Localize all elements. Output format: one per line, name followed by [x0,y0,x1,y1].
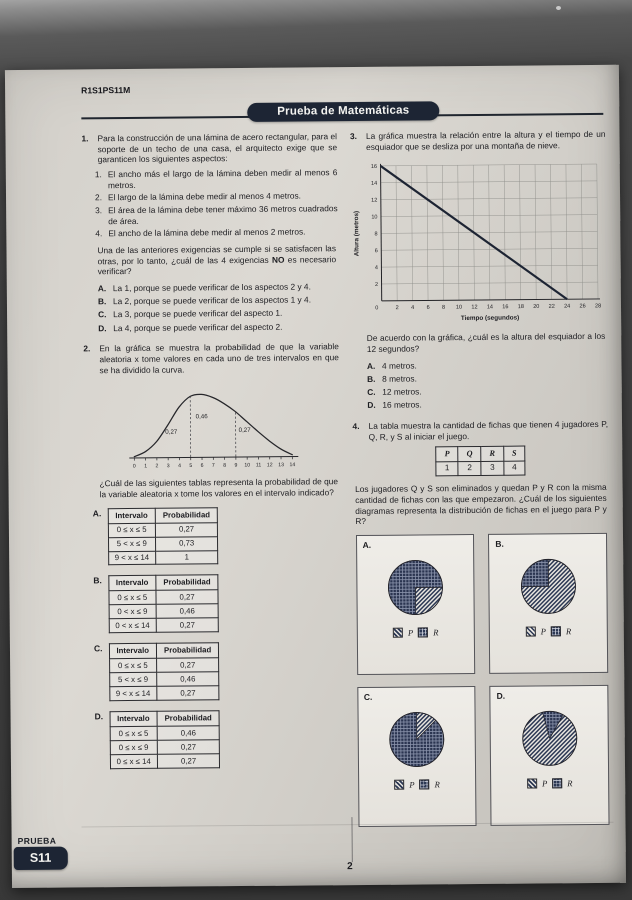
player-header: Q [458,447,481,462]
svg-text:6: 6 [374,248,378,255]
svg-text:4: 4 [410,305,414,312]
player-header: R [481,446,504,461]
player-header: S [503,446,525,461]
table-row [108,522,218,537]
question-prompt: De acuerdo con la gráfica, ¿cuál es la altura del esquiador a los 12 segundos? [366,331,606,354]
probability-table [109,710,220,769]
right-column [350,129,612,827]
question-intro: En la gráfica se muestra la probabilidad de que la variable aleatoria x tome valores en cada uno de tres intervalos en que se ha dividido la curva. [99,341,339,375]
table-row [108,590,218,605]
legend-swatch-p-icon [393,628,403,638]
table-row [110,740,220,755]
question-4 [352,419,611,827]
aspect-text: El ancho más el largo de la lámina deben medir al menos 6 metros. [107,167,338,190]
option-label: D. [98,322,107,333]
option-label: A. [362,539,372,550]
option-row [98,308,339,321]
two-column-layout [81,129,611,829]
interval-cell: 0 < x ≤ 14 [109,619,157,633]
pie-chart-a [373,553,458,624]
question-number: 4. [352,420,360,431]
svg-text:0,27: 0,27 [165,428,178,437]
option-row [367,359,608,372]
option-text: 16 metros. [382,399,422,411]
legend-swatch-p-icon [394,780,404,790]
probability-cell: 0,27 [155,522,217,537]
aspect-item [95,203,338,226]
option-label: B. [495,538,504,549]
players-chips-table [435,446,525,477]
aspect-item [95,227,338,240]
svg-text:10: 10 [244,462,250,469]
question-number: 2. [83,343,91,354]
legend-label-p: P [407,627,414,638]
option-label: B. [367,373,376,384]
option-row [98,294,339,307]
svg-text:8: 8 [374,231,378,238]
pie-option-c [357,686,477,827]
question-2-head [83,341,339,375]
player-header: P [436,447,458,462]
option-text: 12 metros. [382,386,422,397]
option-row [98,281,339,294]
svg-text:0,46: 0,46 [195,413,208,421]
interval-cell: 0 < x ≤ 9 [109,605,157,619]
aspect-number: 2. [94,192,103,203]
probability-table [108,643,219,702]
page-title: Prueba de Matemáticas [247,101,439,122]
col-header-probabilidad: Probabilidad [155,507,217,523]
svg-text:10: 10 [455,304,462,311]
svg-text:6: 6 [426,305,430,312]
aspect-list [95,167,338,239]
probability-cell: 0,46 [156,604,218,619]
interval-cell: 5 < x ≤ 9 [108,537,156,551]
svg-text:Altura (metros): Altura (metros) [352,211,361,257]
svg-text:22: 22 [548,304,555,311]
svg-text:13: 13 [277,462,284,469]
probability-table [108,575,219,634]
svg-text:10: 10 [370,214,378,221]
chips-cell: 3 [481,461,504,476]
legend-label-p: P [540,626,546,637]
pie-legend [363,627,468,639]
legend-label-p: P [409,779,415,790]
table-row [108,550,218,565]
question-1-head [81,131,337,165]
interval-cell: 9 < x ≤ 14 [108,551,156,565]
interval-cell: 9 < x ≤ 14 [109,687,157,701]
svg-text:14: 14 [486,304,493,311]
interval-cell: 0 ≤ x ≤ 14 [110,754,158,768]
answer-table-d [95,709,343,769]
col-header-probabilidad: Probabilidad [156,643,218,659]
option-label: C. [363,691,373,702]
pie-chart-d [507,704,592,775]
aspect-text: El largo de la lámina debe medir al menos 4 metros. [107,190,302,203]
aspect-text: El ancho de la lámina debe medir al menos 2 metros. [108,226,306,239]
dust-speck [556,6,561,10]
form-code: R1S1PS11M [81,84,131,96]
test-paper [5,65,626,888]
prueba-label: PRUEBA [17,835,57,847]
pie-legend [365,779,470,791]
probability-cell: 0,27 [156,590,218,605]
emphasis-no: NO [271,254,285,265]
svg-text:20: 20 [532,304,539,311]
probability-cell: 0,27 [157,754,219,769]
svg-text:4: 4 [177,463,181,470]
option-label: D. [367,400,376,411]
question-number: 3. [349,131,358,142]
option-label: A. [366,360,376,371]
svg-text:0: 0 [132,463,136,470]
table-row [109,658,219,673]
pie-legend [497,778,602,790]
option-label: A. [97,283,107,294]
pie-chart-c [374,705,459,776]
interval-cell: 0 ≤ x ≤ 5 [110,726,158,740]
probability-cell: 0,27 [157,686,219,701]
question-3 [350,129,608,411]
option-text: La 2, porque se puede verificar de los aspectos 1 y 4. [112,294,312,307]
col-header-intervalo: Intervalo [109,644,157,659]
title-row [81,100,605,126]
option-row [367,372,608,385]
interval-cell: 0 ≤ x ≤ 9 [110,740,158,754]
probability-table [107,507,218,566]
option-row [367,385,608,398]
svg-text:11: 11 [255,462,261,469]
interval-cell: 0 ≤ x ≤ 5 [109,659,157,673]
svg-text:9: 9 [234,462,238,469]
col-header-intervalo: Intervalo [108,508,156,523]
answer-options [86,281,339,333]
svg-text:24: 24 [563,303,570,311]
aspect-number: 1. [94,169,102,180]
table-row [109,618,219,633]
option-label: D. [94,711,104,722]
svg-text:8: 8 [441,305,445,312]
question-prompt: ¿Cuál de las siguientes tablas representa la probabilidad de que la variable aleatoria x tome los valores en el intervalo indicado? [99,476,339,500]
col-header-probabilidad: Probabilidad [156,575,218,591]
option-label: B. [97,296,107,307]
chips-cell: 1 [436,461,458,476]
option-row [98,321,339,334]
svg-text:1: 1 [143,463,147,470]
answer-table-b [93,574,341,634]
option-label: C. [98,309,107,320]
svg-text:2: 2 [395,305,399,312]
page-number: 2 [347,861,353,873]
aspect-item [95,191,338,204]
svg-text:8: 8 [222,462,226,469]
left-column [81,131,343,829]
legend-label-r: R [433,627,439,638]
probability-curve-figure [120,378,303,473]
table-row [109,604,219,619]
table-row [110,754,220,769]
question-1 [81,131,338,333]
interval-cell: 0 ≤ x ≤ 5 [108,523,156,537]
legend-label-r: R [565,625,572,636]
option-text: 4 metros. [381,360,417,371]
question-number: 1. [81,133,89,144]
interval-cell: 5 < x ≤ 9 [109,673,157,687]
col-header-intervalo: Intervalo [110,712,158,727]
svg-text:12: 12 [266,462,273,469]
pie-answer-options [355,533,609,827]
question-prompt: Los jugadores Q y S son eliminados y quedan P y R con la misma cantidad de fichas con las que empezaron. ¿Cuál de los siguientes diagramas representa la distribución de fichas en el juego para P y R? [355,482,607,527]
question-3-head [350,129,606,153]
prompt-post: es necesario verificar? [97,253,337,277]
question-2 [83,341,342,769]
aspect-number: 3. [95,205,103,216]
legend-swatch-r-icon [551,626,561,636]
svg-text:14: 14 [370,181,377,188]
table-row [110,726,220,741]
answer-table-a [93,506,341,566]
svg-text:3: 3 [166,463,170,470]
probability-cell: 1 [156,550,218,565]
pie-legend [496,626,601,638]
table-row [436,461,525,476]
option-label: B. [93,575,102,586]
svg-text:0,27: 0,27 [238,427,251,435]
svg-text:16: 16 [370,164,377,171]
question-intro: La tabla muestra la cantidad de fichas que tienen 4 jugadores P, Q, R, y S al iniciar el juego. [368,418,609,442]
svg-text:0: 0 [374,305,378,312]
aspect-number: 4. [95,228,103,239]
option-label: A. [92,507,102,518]
svg-text:18: 18 [517,304,524,311]
probability-cell: 0,73 [155,536,217,551]
aspect-text: El área de la lámina debe tener máximo 36 metros cuadrados de área. [108,203,338,226]
legend-swatch-p-icon [527,779,537,789]
pie-chart-b [506,552,591,623]
probability-cell: 0,46 [157,726,219,741]
skier-height-time-chart [350,154,607,327]
probability-cell: 0,27 [156,618,218,633]
legend-swatch-p-icon [526,627,536,637]
option-label: C. [367,386,376,397]
svg-text:6: 6 [200,463,204,470]
svg-text:2: 2 [374,282,378,289]
svg-text:5: 5 [189,463,193,470]
legend-swatch-r-icon [419,780,429,790]
question-4-head [352,419,608,443]
svg-text:26: 26 [579,303,586,310]
table-row [108,536,218,551]
paper-content [5,65,626,888]
question-intro: La gráfica muestra la relación entre la altura y el tiempo de un esquiador que se desliza por una montaña de nieve. [365,128,606,152]
pie-option-b [488,533,608,674]
svg-text:28: 28 [594,303,601,310]
svg-text:4: 4 [374,265,378,272]
answer-table-c [94,642,342,702]
s11-badge: S11 [14,847,68,870]
svg-text:12: 12 [370,198,377,205]
pie-option-a [355,534,475,675]
legend-label-r: R [567,777,573,788]
legend-swatch-r-icon [418,628,428,638]
svg-text:2: 2 [155,463,159,470]
option-text: La 1, porque se puede verificar de los aspectos 2 y 4. [112,281,311,294]
table-row [109,686,219,701]
interval-cell: 0 ≤ x ≤ 5 [108,591,156,605]
svg-text:14: 14 [289,462,296,469]
chips-cell: 2 [458,461,481,476]
svg-text:16: 16 [501,304,508,311]
option-text: La 4, porque se puede verificar del aspecto 2. [113,321,283,333]
pie-option-d [490,685,610,826]
probability-cell: 0,46 [157,672,219,687]
prompt-pre: Una de las anteriores exigencias se cumple si se satisfacen las otras, por lo tanto, ¿cuál de las 4 exigencias [97,243,337,267]
col-header-probabilidad: Probabilidad [157,711,219,727]
table-row [109,672,219,687]
probability-curve-chart [120,378,303,473]
question-prompt [97,243,336,277]
col-header-intervalo: Intervalo [108,576,156,591]
option-row [367,398,608,411]
aspect-item [95,167,338,190]
answer-options [355,359,608,411]
probability-cell: 0,27 [157,740,219,755]
chips-cell: 4 [504,461,526,476]
legend-label-p: P [542,778,548,789]
svg-text:Tiempo (segundos): Tiempo (segundos) [460,314,519,323]
svg-text:7: 7 [211,463,215,470]
legend-label-r: R [434,779,440,790]
option-text: La 3, porque se puede verificar del aspecto 1. [113,308,283,320]
legend-swatch-r-icon [552,778,562,788]
option-label: C. [93,643,103,654]
question-intro: Para la construcción de una lámina de acero rectangular, para el soporte de un techo de una casa, el arquitecto exige que se garanticen los siguientes aspectos: [97,131,338,165]
svg-text:12: 12 [470,304,478,311]
probability-cell: 0,27 [157,658,219,673]
option-label: D. [496,690,506,701]
option-text: 8 metros. [382,373,417,384]
